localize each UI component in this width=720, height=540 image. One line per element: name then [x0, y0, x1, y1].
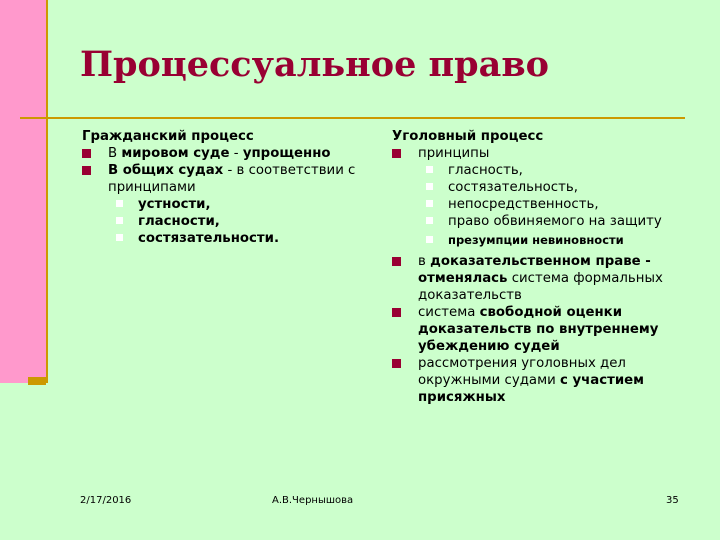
square-bullet-icon [392, 257, 401, 266]
sub-list-item: устности, [80, 196, 370, 213]
square-bullet-icon [426, 200, 433, 207]
square-bullet-icon [426, 166, 433, 173]
square-bullet-icon [116, 234, 123, 241]
square-bullet-icon [426, 217, 433, 224]
list-item: рассмотрения уголовных дел окружными судами с участием присяжных [390, 355, 690, 406]
list-item: принципы [390, 145, 690, 162]
list-item: В общих судах - в соответствии с принципами [80, 162, 370, 196]
list-item: В мировом суде - упрощенно [80, 145, 370, 162]
list-item: система свободной оценки доказательств по внутреннему убеждению судей [390, 304, 690, 355]
sub-list-item: гласности, [80, 213, 370, 230]
footer-date: 2/17/2016 [80, 495, 132, 506]
sub-list-item: состязательность, [390, 179, 690, 196]
square-bullet-icon [392, 149, 401, 158]
left-heading: Гражданский процесс [82, 129, 254, 144]
right-heading: Уголовный процесс [392, 129, 544, 144]
square-bullet-icon [426, 183, 433, 190]
sub-list-item: состязательности. [80, 230, 370, 247]
square-bullet-icon [392, 308, 401, 317]
vertical-rule [46, 0, 48, 383]
title-rule [20, 117, 685, 119]
sub-list-item: непосредственность, [390, 196, 690, 213]
sub-list-item: презумпции невиновности [390, 232, 690, 249]
footer-page-number: 35 [666, 495, 679, 506]
square-bullet-icon [116, 200, 123, 207]
slide-title: Процессуальное право [80, 44, 549, 85]
right-column [390, 128, 690, 406]
square-bullet-icon [116, 217, 123, 224]
square-bullet-icon [82, 166, 91, 175]
corner-marker [28, 377, 46, 385]
sub-list-item: право обвиняемого на защиту [390, 213, 690, 230]
sub-list-item: гласность, [390, 162, 690, 179]
left-accent-bar [0, 0, 46, 383]
footer-author: А.В.Чернышова [272, 495, 354, 506]
left-column [80, 128, 370, 247]
list-item: в доказательственном праве - отменялась система формальных доказательств [390, 253, 690, 304]
square-bullet-icon [82, 149, 91, 158]
square-bullet-icon [392, 359, 401, 368]
square-bullet-icon [426, 236, 433, 243]
